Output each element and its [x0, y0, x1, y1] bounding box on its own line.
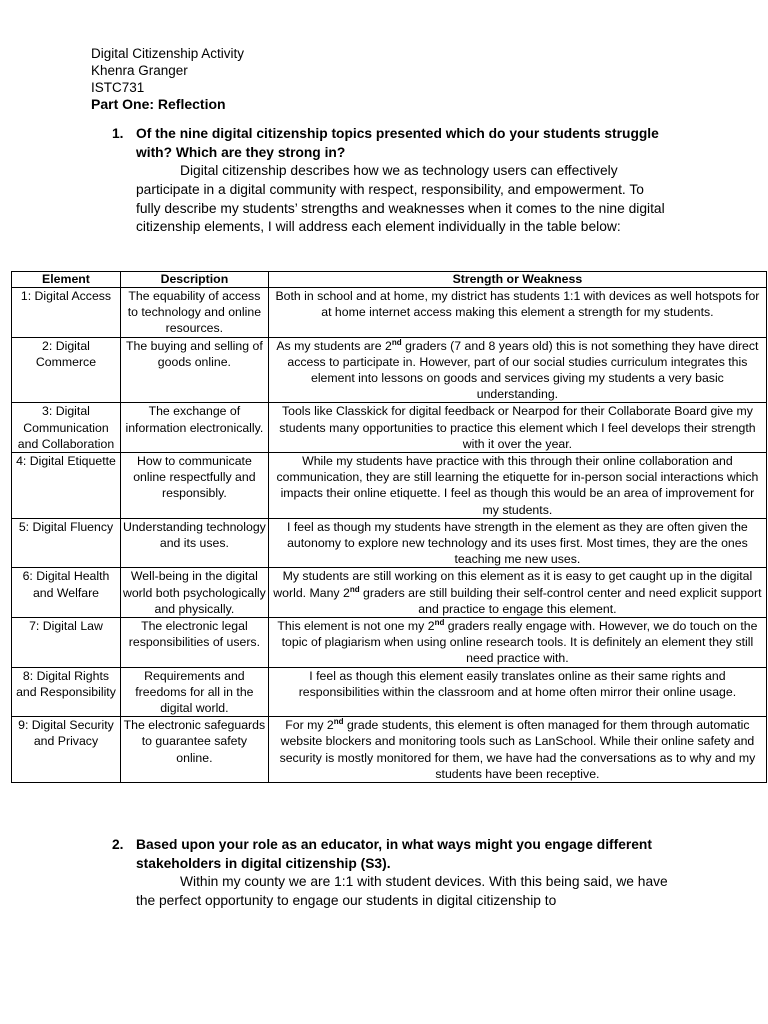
table-row — [12, 717, 767, 783]
assessment-text: graders are still building their self-control center and need explicit support and practice to engage this element. — [359, 585, 762, 616]
assessment-cell: Both in school and at home, my district has students 1:1 with devices as well hotspots for at home internet access making this element a strength for my students. — [268, 288, 766, 338]
table-header-row — [12, 272, 767, 288]
assessment-text: graders really engage with. However, we do touch on the topic of plagiarism when using online research tools. It is definitely an element they still need practice with. — [281, 619, 758, 666]
question-2-number: 2. — [112, 837, 124, 852]
assessment-cell: I feel as though my students have strength in the element as they are often given the autonomy to explore new technology and its uses first. Most times, they are the ones teaching me new uses. — [268, 518, 766, 568]
table-row — [12, 618, 767, 668]
assessment-cell — [268, 568, 766, 618]
question-2 — [112, 836, 672, 911]
question-1 — [112, 125, 672, 237]
description-cell: Well-being in the digital world both psychologically and physically. — [120, 568, 268, 618]
assessment-cell — [268, 337, 766, 403]
question-2-answer — [136, 873, 672, 911]
element-cell: 3: Digital Communication and Collaboration — [12, 403, 121, 453]
part-title: Part One: Reflection — [91, 96, 226, 112]
element-cell: 9: Digital Security and Privacy — [12, 717, 121, 783]
element-cell: 7: Digital Law — [12, 618, 121, 668]
assessment-cell: While my students have practice with this through their online collaboration and communication, they are still learning the etiquette for in-person social interactions which impacts their online etiquette. I feel as though this would be an area of improvement for my students. — [268, 453, 766, 519]
table-row — [12, 667, 767, 717]
ordinal-suffix: nd — [391, 337, 402, 347]
table-row — [12, 568, 767, 618]
assessment-cell: Tools like Classkick for digital feedback or Nearpod for their Collaborate Board give my students many opportunities to practice this element which I feel develops their strength with it over the year. — [268, 403, 766, 453]
element-cell: 6: Digital Health and Welfare — [12, 568, 121, 618]
element-cell: 8: Digital Rights and Responsibility — [12, 667, 121, 717]
description-cell: The electronic safeguards to guarantee safety online. — [120, 717, 268, 783]
assessment-cell — [268, 618, 766, 668]
element-cell: 4: Digital Etiquette — [12, 453, 121, 519]
citizenship-table — [11, 271, 767, 783]
column-header-strength-weakness: Strength or Weakness — [268, 272, 766, 288]
assessment-text: For my 2 — [285, 718, 334, 733]
description-cell: How to communicate online respectfully and responsibly. — [120, 453, 268, 519]
author-name: Khenra Granger — [91, 63, 188, 78]
question-1-text: Of the nine digital citizenship topics presented which do your students struggle with? Which are they strong in? — [136, 126, 659, 160]
description-cell: The electronic legal responsibilities of users. — [120, 618, 268, 668]
question-1-answer — [136, 162, 672, 237]
element-cell: 5: Digital Fluency — [12, 518, 121, 568]
column-header-description: Description — [120, 272, 268, 288]
element-cell: 2: Digital Commerce — [12, 337, 121, 403]
description-cell: Requirements and freedoms for all in the digital world. — [120, 667, 268, 717]
activity-title: Digital Citizenship Activity — [91, 46, 245, 61]
assessment-text: My students are still working on this element as it is easy to get caught up in the digital world. Many 2 — [273, 569, 753, 600]
description-cell: The exchange of information electronically. — [120, 403, 268, 453]
document-header — [91, 45, 244, 113]
description-cell: The buying and selling of goods online. — [120, 337, 268, 403]
ordinal-suffix: nd — [434, 617, 445, 627]
assessment-text: graders (7 and 8 years old) this is not something they have direct access to participate in. However, part of our social studies curriculum integrates this element into lessons on goods and services giving my students a very basic understanding. — [287, 338, 759, 402]
assessment-cell — [268, 717, 766, 783]
ordinal-suffix: nd — [349, 584, 360, 594]
table-row — [12, 403, 767, 453]
course-code: ISTC731 — [91, 80, 145, 95]
question-1-answer-text: Digital citizenship describes how we as technology users can effectively participate in a digital community with respect, responsibility, and empowerment. To fully describe my students’ strengths and weaknesses when it comes to the nine digital citizenship elements, I will address each element individually in the table below: — [136, 163, 665, 235]
assessment-cell: I feel as though this element easily translates online as their same rights and responsibilities within the classroom and at home often mirror their online usage. — [268, 667, 766, 717]
table-row — [12, 518, 767, 568]
column-header-element: Element — [12, 272, 121, 288]
assessment-text: grade students, this element is often managed for them through automatic website blockers and monitoring tools such as LanSchool. While their online safety and security is mostly monitored for them, we have had the conversations as to why and my students have been receptive. — [279, 718, 756, 781]
table-row — [12, 337, 767, 403]
question-1-number: 1. — [112, 126, 124, 141]
element-cell: 1: Digital Access — [12, 288, 121, 338]
table-row — [12, 288, 767, 338]
table-row — [12, 453, 767, 519]
question-2-answer-text: Within my county we are 1:1 with student devices. With this being said, we have the perfect opportunity to engage our students in digital citizenship to — [136, 874, 668, 908]
description-cell: Understanding technology and its uses. — [120, 518, 268, 568]
description-cell: The equability of access to technology and online resources. — [120, 288, 268, 338]
assessment-text: As my students are 2 — [276, 338, 392, 353]
ordinal-suffix: nd — [333, 717, 344, 727]
assessment-text: This element is not one my 2 — [277, 619, 435, 634]
question-2-text: Based upon your role as an educator, in what ways might you engage different stakeholders in digital citizenship (S3). — [136, 837, 652, 871]
